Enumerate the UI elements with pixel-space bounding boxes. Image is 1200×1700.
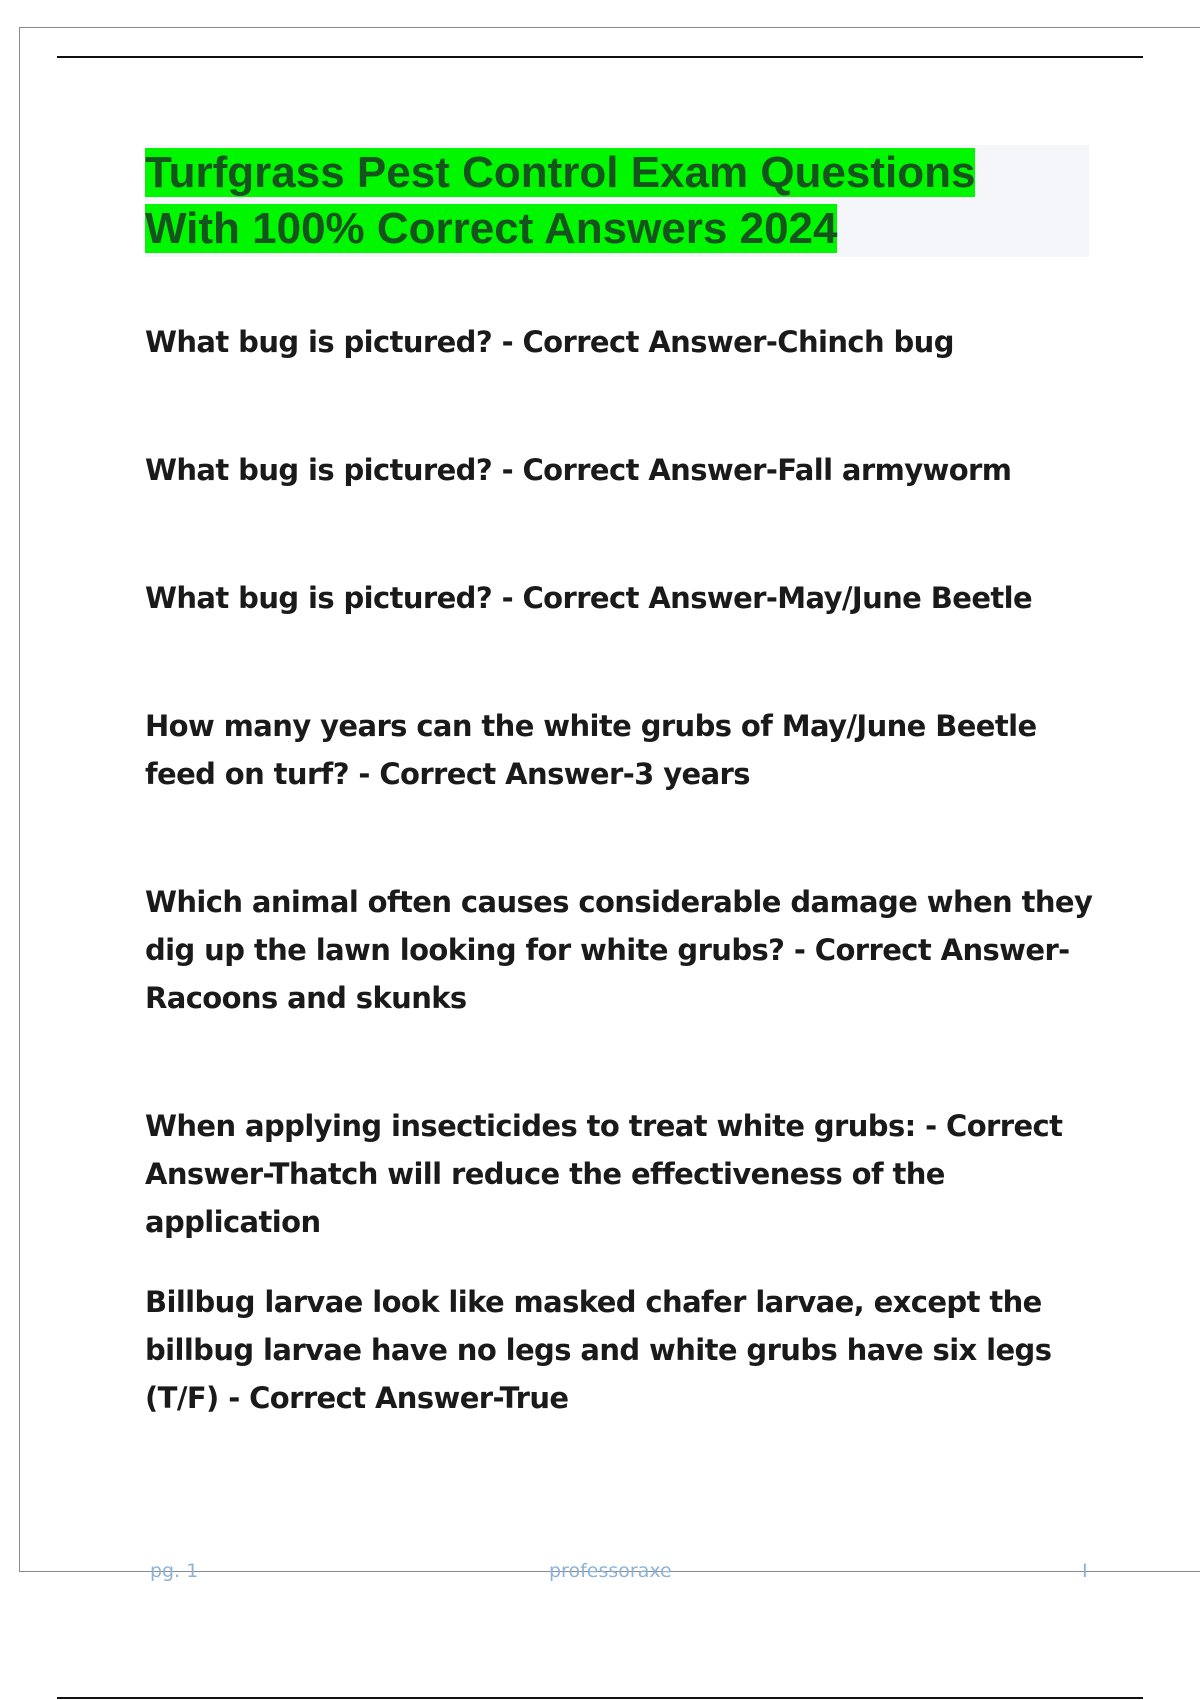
footer-mark: I — [1082, 1560, 1088, 1582]
footer-page-number: pg. 1 — [150, 1560, 199, 1582]
qa-item-1: What bug is pictured? - Correct Answer-Chinch bug — [145, 325, 954, 359]
header-rule — [57, 56, 1143, 58]
title-line-2: With 100% Correct Answers 2024 — [145, 204, 838, 253]
qa-item-4: How many years can the white grubs of May/June Beetle feed on turf? - Correct Answer-3 years — [145, 709, 1037, 791]
title-block — [145, 145, 1089, 257]
qa-item-2: What bug is pictured? - Correct Answer-Fall armyworm — [145, 453, 1012, 487]
footer-rule — [57, 1697, 1143, 1699]
qa-item-7: Billbug larvae look like masked chafer larvae, except the billbug larvae have no legs and white grubs have six legs (T/F) - Correct Answer-True — [145, 1285, 1052, 1415]
qa-item-5: Which animal often causes considerable damage when they dig up the lawn looking for white grubs? - Correct Answer-Racoons and skunks — [145, 885, 1093, 1015]
title-line-1: Turfgrass Pest Control Exam Questions — [145, 148, 976, 197]
qa-item-3: What bug is pictured? - Correct Answer-May/June Beetle — [145, 581, 1033, 615]
footer-author: professoraxe — [549, 1560, 672, 1582]
page-title — [145, 145, 1089, 257]
qa-list — [145, 318, 1095, 1422]
qa-item-6: When applying insecticides to treat white grubs: - Correct Answer-Thatch will reduce the effectiveness of the application — [145, 1109, 1063, 1239]
